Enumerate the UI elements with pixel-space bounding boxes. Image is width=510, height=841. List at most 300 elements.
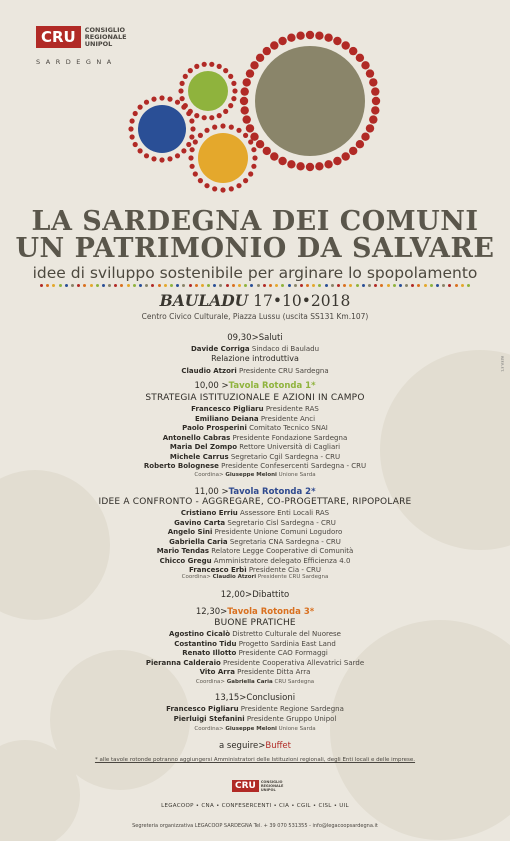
dot	[263, 147, 271, 155]
dot	[361, 133, 369, 141]
session-label: Conclusioni	[246, 693, 296, 703]
dot	[212, 186, 217, 191]
divider-dot	[158, 284, 161, 287]
speaker-role: Progetto Sardinia East Land	[236, 639, 336, 648]
speaker-name: Francesco Pigliaru	[166, 705, 239, 713]
moderator-label: Coordina>	[195, 679, 226, 685]
divider-dot	[300, 284, 303, 287]
speaker-name: Cristiano Erriu	[180, 509, 238, 517]
dot	[243, 78, 251, 86]
divider-dot	[77, 284, 80, 287]
dot	[240, 97, 248, 105]
dot	[248, 139, 253, 144]
divider-dot	[219, 284, 222, 287]
session-time: 09,30>	[227, 333, 259, 343]
dot	[133, 142, 138, 147]
divider-dot	[170, 284, 173, 287]
divider-dot	[349, 284, 352, 287]
dot	[366, 124, 374, 132]
speaker-name: Chicco Gregu	[159, 556, 212, 565]
dot	[138, 148, 143, 153]
speaker-line	[0, 423, 510, 433]
dot	[223, 68, 228, 73]
speaker-line	[0, 508, 510, 518]
moderator-label: Coordina>	[194, 726, 224, 732]
speaker-name: Davide Corriga	[190, 345, 250, 353]
divider-dot	[374, 284, 377, 287]
dot	[183, 74, 188, 79]
moderator-name: Claudio Atzori	[212, 574, 257, 580]
dot	[189, 118, 194, 123]
dot	[241, 106, 249, 114]
moderator-role: CRU Sardegna	[274, 679, 315, 685]
dot	[178, 88, 183, 93]
speaker-name: Gavino Carta	[174, 518, 226, 527]
divider-dot	[238, 284, 241, 287]
moderator-label: Coordina>	[194, 472, 224, 478]
dot	[194, 113, 199, 118]
event-venue: Centro Civico Culturale, Piazza Lussu (uscita SS131 Km.107)	[141, 312, 369, 321]
divider-dot	[399, 284, 402, 287]
dot	[228, 74, 233, 79]
round-table-1-topic: STRATEGIA ISTITUZIONALE E AZIONI IN CAMPO	[145, 393, 365, 403]
dot	[361, 61, 369, 69]
session-time: 11,00 >	[194, 487, 229, 497]
intro-heading: Relazione introduttiva	[211, 354, 299, 363]
divider-dot	[380, 284, 383, 287]
dot	[356, 54, 364, 62]
side-code: REF.R.F.T.	[500, 355, 504, 372]
speaker-name: Francesco Erbì	[189, 566, 247, 574]
speaker-name: Vito Arra	[199, 668, 235, 676]
dot	[246, 124, 254, 132]
speaker-role: Segretario Cisl Sardegna - CRU	[225, 518, 336, 527]
moderator-line	[0, 472, 510, 478]
divider-dot	[417, 284, 420, 287]
divider-dot	[325, 284, 328, 287]
dot	[342, 152, 350, 160]
divider-dot	[424, 284, 427, 287]
divider-dot	[207, 284, 210, 287]
divider-dot	[151, 284, 154, 287]
speaker-role: Presidente Cia - CRU	[246, 566, 321, 574]
speaker-line	[0, 546, 510, 556]
dot	[188, 155, 193, 160]
speaker-role: Presidente Fondazione Sardegna	[230, 433, 348, 442]
speaker-line	[0, 629, 510, 639]
divider-dot	[455, 284, 458, 287]
dot	[217, 64, 222, 69]
speaker-name: Mario Tendas	[156, 547, 209, 555]
session-label: Tavola Rotonda 2*	[228, 487, 316, 497]
divider-dot	[461, 284, 464, 287]
green-circle	[188, 71, 228, 111]
speaker-role: Presidente Cooperativa Allevatrici Sarde	[220, 658, 365, 667]
divider-dot	[65, 284, 68, 287]
divider-dot	[368, 284, 371, 287]
speaker-role: Distretto Culturale del Nuorese	[230, 630, 341, 638]
divider-dot	[257, 284, 260, 287]
dot	[236, 128, 241, 133]
logo-line: REGIONALE	[260, 784, 284, 788]
divider-dot	[343, 284, 346, 287]
dot	[198, 133, 203, 138]
speaker-role: Sindaco di Bauladu	[251, 345, 320, 353]
logo-line: UNIPOL	[260, 788, 276, 792]
divider-dot	[337, 284, 340, 287]
yellow-circle	[198, 133, 248, 183]
dot	[159, 95, 164, 100]
divider-dot	[442, 284, 445, 287]
dot	[256, 54, 264, 62]
dot	[371, 87, 379, 95]
speaker-name: Angelo Sini	[167, 528, 213, 536]
speaker-role: Presidente Regione Sardegna	[238, 705, 344, 713]
dot	[263, 47, 271, 55]
divider-dot	[182, 284, 185, 287]
dot	[296, 162, 304, 170]
divider-dot	[40, 284, 43, 287]
session-time: 13,15>	[214, 693, 247, 703]
moderator-name: Giuseppe Meloni	[225, 472, 277, 478]
speaker-line	[0, 527, 510, 537]
divider-dot	[226, 284, 229, 287]
speaker-line	[0, 452, 510, 462]
dot	[180, 81, 185, 86]
speaker-name: Paolo Prosperini	[182, 424, 247, 432]
speaker-line	[0, 414, 510, 424]
event-place: BAULADU	[159, 291, 249, 310]
dot	[236, 183, 241, 188]
moderator-name: Giuseppe Meloni	[225, 726, 277, 732]
divider-dot	[176, 284, 179, 287]
dot	[333, 157, 341, 165]
footnote: * alle tavole rotonde potranno aggiungersi Amministratori delle Istituzioni regionali, degli Enti locali e delle imprese.	[94, 757, 416, 763]
dot	[315, 32, 323, 40]
partners-list: LEGACOOP • CNA • CONFESERCENTI • CIA • CGIL • CISL • UIL	[161, 803, 349, 809]
dot-divider	[40, 284, 470, 288]
divider-dot	[244, 284, 247, 287]
speaker-name: Michele Carrus	[169, 452, 229, 461]
speaker-line	[0, 461, 510, 471]
speaker-name: Emiliano Deiana	[194, 414, 259, 423]
divider-dot	[164, 284, 167, 287]
round-table-2-topic: IDEE A CONFRONTO - AGGREGARE, CO-PROGETTARE, RIPOPOLARE	[98, 497, 412, 507]
round-table-2-heading	[0, 487, 510, 497]
round-table-1-heading	[0, 381, 510, 391]
dot	[324, 34, 332, 42]
dot	[231, 96, 236, 101]
logo-mark: CRU	[36, 26, 81, 48]
dot	[251, 164, 256, 169]
divider-dot	[195, 284, 198, 287]
title-line-1: LA SARDEGNA DEI COMUNI	[31, 206, 479, 237]
speaker-line	[0, 537, 510, 547]
dot	[209, 115, 214, 120]
divider-dot	[83, 284, 86, 287]
round-table-3-heading	[0, 607, 510, 617]
logo-mark: CRU	[232, 780, 259, 792]
region-label: SARDEGNA	[36, 58, 117, 66]
dot	[366, 69, 374, 77]
dot	[193, 171, 198, 176]
round-table-3-topic: BUONE PRATICHE	[214, 618, 296, 628]
dot	[189, 134, 194, 139]
speaker-name: Francesco Pigliaru	[191, 405, 264, 413]
divider-dot	[356, 284, 359, 287]
session-label: Dibattito	[252, 590, 290, 600]
dot	[159, 157, 164, 162]
dot	[356, 140, 364, 148]
subtitle: idee di sviluppo sostenibile per arginare lo spopolamento	[32, 264, 478, 282]
divider-dot	[127, 284, 130, 287]
divider-dot	[387, 284, 390, 287]
speaker-line	[0, 639, 510, 649]
dot	[369, 78, 377, 86]
speaker-line	[0, 404, 510, 414]
divider-dot	[312, 284, 315, 287]
dot	[190, 126, 195, 131]
speaker-name: Renato Illotto	[182, 649, 237, 657]
divider-dot	[133, 284, 136, 287]
divider-dot	[269, 284, 272, 287]
speaker-role: Rettore Università di Cagliari	[237, 443, 341, 451]
moderator-role: Presidente CRU Sardegna	[257, 574, 329, 580]
divider-dot	[362, 284, 365, 287]
event-date-line	[0, 291, 510, 310]
dot	[130, 134, 135, 139]
organizing-secretariat: Segreteria organizzativa LEGACOOP SARDEGNA Tel. + 39 070 531355 - info@legacoopsardegna.it	[132, 823, 378, 829]
dot	[190, 164, 195, 169]
dot	[287, 160, 295, 168]
dot	[223, 109, 228, 114]
speaker-name: Costantino Tidu	[174, 639, 237, 648]
dot	[190, 147, 195, 152]
session-time: 12,30>	[195, 607, 228, 617]
dot	[256, 140, 264, 148]
dot	[130, 118, 135, 123]
dot	[229, 186, 234, 191]
divider-dot	[52, 284, 55, 287]
dot	[128, 126, 133, 131]
dot	[144, 153, 149, 158]
divider-dot	[288, 284, 291, 287]
dot	[248, 171, 253, 176]
divider-dot	[59, 284, 62, 287]
speaker-role: Presidente CRU Sardegna	[238, 367, 329, 375]
session-time: 12,00>	[220, 590, 253, 600]
dot	[228, 103, 233, 108]
dot	[251, 147, 256, 152]
dot	[250, 61, 258, 69]
divider-dot	[436, 284, 439, 287]
speaker-line	[0, 433, 510, 443]
divider-dot	[96, 284, 99, 287]
speaker-name: Claudio Atzori	[181, 367, 237, 375]
dot	[167, 156, 172, 161]
conclusions-heading	[0, 693, 510, 703]
speaker-line	[0, 518, 510, 528]
speaker-line	[0, 658, 510, 668]
divider-dot	[467, 284, 470, 287]
divider-dot	[275, 284, 278, 287]
divider-dot	[405, 284, 408, 287]
big-circle	[255, 46, 365, 156]
moderator-line	[0, 679, 510, 685]
dot	[296, 32, 304, 40]
dot	[220, 123, 225, 128]
speaker-role: Presidente Unione Comuni Logudoro	[212, 528, 343, 536]
speaker-name: Gabriella Caria	[169, 537, 228, 546]
speaker-line	[0, 704, 510, 714]
dot	[204, 183, 209, 188]
moderator-label: Coordina>	[181, 574, 211, 580]
divider-dot	[102, 284, 105, 287]
logo-text	[261, 780, 295, 792]
divider-dot	[430, 284, 433, 287]
divider-dot	[213, 284, 216, 287]
speaker-role: Presidente Gruppo Unipol	[244, 714, 337, 723]
dot	[243, 115, 251, 123]
dot	[287, 34, 295, 42]
dot	[278, 157, 286, 165]
dot	[193, 139, 198, 144]
dot	[175, 153, 180, 158]
dot	[252, 155, 257, 160]
speaker-name: Agostino Cicalò	[169, 630, 231, 638]
speaker-name: Maria Del Zompo	[169, 443, 238, 451]
dot	[217, 113, 222, 118]
dot	[133, 111, 138, 116]
dot	[167, 97, 172, 102]
dot	[246, 69, 254, 77]
speaker-name: Antonello Cabras	[162, 433, 231, 442]
divider-dot	[331, 284, 334, 287]
moderator-role: Unione Sarda	[278, 472, 316, 478]
dot	[243, 178, 248, 183]
dot	[202, 62, 207, 67]
dot	[181, 105, 186, 110]
dot	[270, 41, 278, 49]
logo-line: UNIPOL	[84, 39, 113, 48]
speaker-role: Segretario Cgil Sardegna - CRU	[228, 452, 341, 461]
dot	[151, 156, 156, 161]
dot	[151, 97, 156, 102]
speaker-line	[0, 556, 510, 566]
divider-dot	[46, 284, 49, 287]
dot	[209, 62, 214, 67]
speaker-role: Presidente Confesercenti Sardegna - CRU	[218, 462, 367, 470]
debate-heading	[0, 590, 510, 600]
dot	[198, 178, 203, 183]
divider-dot	[232, 284, 235, 287]
speaker-line	[0, 442, 510, 452]
dot	[144, 100, 149, 105]
dot	[342, 41, 350, 49]
speaker-role: Presidente RAS	[263, 405, 319, 413]
dot	[232, 88, 237, 93]
dot	[369, 115, 377, 123]
dot	[241, 87, 249, 95]
dot	[243, 133, 248, 138]
moderator-name: Gabriella Caria	[226, 679, 273, 685]
dot	[278, 37, 286, 45]
divider-dot	[114, 284, 117, 287]
divider-dot	[145, 284, 148, 287]
dot	[212, 125, 217, 130]
moderator-line	[0, 574, 510, 580]
dot	[324, 160, 332, 168]
session-label: Tavola Rotonda 1*	[228, 381, 316, 391]
logo-line: CONSIGLIO	[84, 25, 126, 34]
dot	[204, 128, 209, 133]
logo-line: CONSIGLIO	[260, 780, 283, 784]
buffet-prefix: a seguire>	[218, 741, 266, 751]
speaker-name: Pierluigi Stefanini	[173, 714, 245, 723]
speaker-line	[0, 714, 510, 724]
divider-dot	[263, 284, 266, 287]
speaker-role: Assessore Enti Locali RAS	[237, 509, 330, 517]
speaker-role: Presidente Anci	[258, 414, 316, 423]
dot	[138, 105, 143, 110]
speaker-line	[0, 667, 510, 677]
dot	[231, 81, 236, 86]
dot	[306, 31, 314, 39]
divider-dot	[71, 284, 74, 287]
speaker-role: Relatore Legge Cooperative di Comunità	[208, 547, 354, 555]
dot	[202, 115, 207, 120]
speaker-name: Pieranna Calderaio	[145, 658, 221, 667]
divider-dot	[201, 284, 204, 287]
moderator-role: Unione Sarda	[278, 726, 316, 732]
dot	[186, 142, 191, 147]
dot	[229, 125, 234, 130]
divider-dot	[306, 284, 309, 287]
speaker-name: Roberto Bolognese	[143, 462, 219, 470]
speaker-role: Presidente CAO Formaggi	[236, 649, 328, 657]
blue-circle	[138, 105, 186, 153]
dot	[220, 187, 225, 192]
speaker-line	[0, 366, 510, 376]
divider-dot	[411, 284, 414, 287]
session-label: Tavola Rotonda 3*	[227, 607, 315, 617]
speaker-role: Presidente Ditta Arra	[234, 668, 311, 676]
divider-dot	[90, 284, 93, 287]
title-line-2: UN PATRIMONIO DA SALVARE	[15, 233, 495, 264]
divider-dot	[120, 284, 123, 287]
dot	[175, 100, 180, 105]
dot	[371, 106, 379, 114]
moderator-line	[0, 726, 510, 732]
dot	[194, 64, 199, 69]
session-time: 10,00 >	[194, 381, 229, 391]
speaker-role: Comitato Tecnico SNAI	[246, 424, 328, 432]
divider-dot	[393, 284, 396, 287]
divider-dot	[448, 284, 451, 287]
dot	[372, 97, 380, 105]
divider-dot	[281, 284, 284, 287]
divider-dot	[108, 284, 111, 287]
divider-dot	[189, 284, 192, 287]
greetings-heading	[0, 333, 510, 343]
divider-dot	[139, 284, 142, 287]
session-label: Saluti	[258, 333, 283, 343]
dot	[349, 147, 357, 155]
logo-line: REGIONALE	[84, 32, 127, 41]
dot	[270, 152, 278, 160]
dot	[349, 47, 357, 55]
speaker-line	[0, 344, 510, 354]
